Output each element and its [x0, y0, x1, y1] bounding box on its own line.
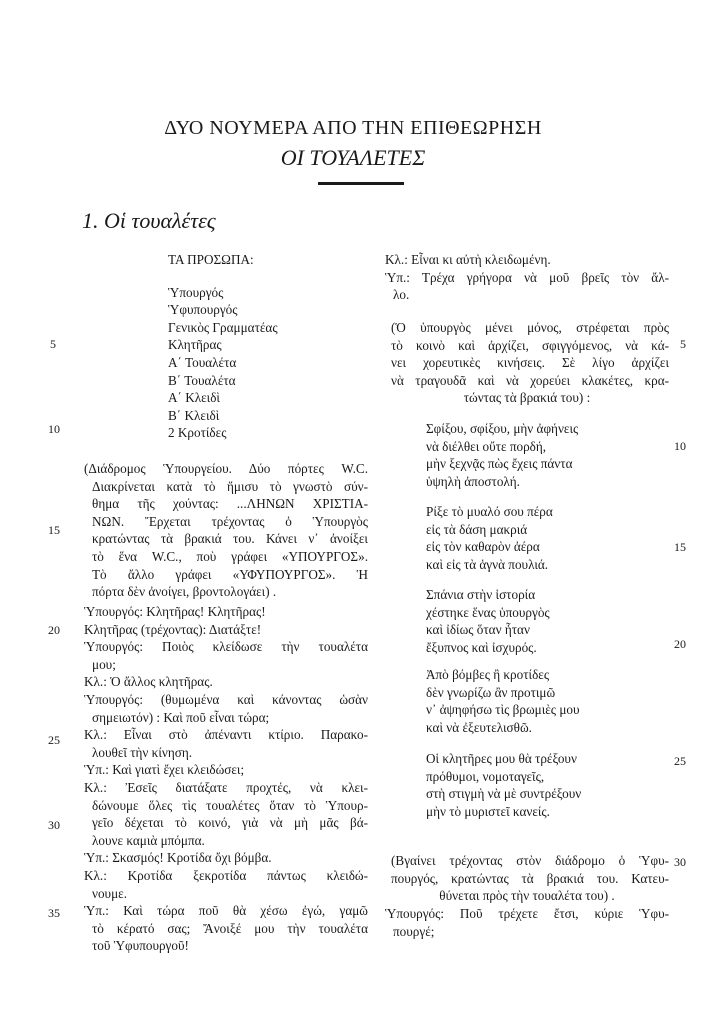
song-stanza — [426, 586, 666, 656]
line-number: 5 — [50, 337, 56, 351]
verse-line: καὶ εἰς τὰ ἁγνὰ πουλιά. — [426, 556, 549, 572]
verse-line: χέστηκε ἕνας ὑπουργὸς — [426, 604, 550, 620]
song-stanza — [426, 420, 666, 490]
dialogue-line: γεῖο δέχεται τὸ κοινό, γιὰ νὰ μὴ μᾶς βά- — [92, 815, 368, 831]
dialogue-line: Κλητῆρας (τρέχοντας): Διατάξτε! — [84, 621, 262, 637]
text-line: Τὸ ἄλλο γράφει «ΥΦΥΠΟΥΡΓΟΣ». Ἡ — [92, 566, 368, 582]
text-line: (Ὁ ὑπουργὸς μένει μόνος, στρέφεται πρὸς — [391, 320, 669, 335]
dialogue-line: Κλ.: Ὁ ἄλλος κλητῆρας. — [84, 674, 213, 690]
dialogue-line: δώνουμε ὅλες τὶς τουαλέτες ὅταν τὸ Ὑπουρ- — [92, 797, 368, 813]
dialogue-right-bottom — [385, 905, 669, 940]
line-number: 5 — [680, 337, 686, 351]
dialogue-line: λουθεῖ τὴν κίνηση. — [92, 744, 193, 760]
dialogue-line: τὸ κέρατό σας; Ἄνοιξέ μου τὴν τουαλέτα — [92, 920, 368, 936]
song-stanza — [426, 666, 666, 736]
text-line: (Βγαίνει τρέχοντας στὸν διάδρομο ὁ Ὑφυ- — [391, 853, 669, 868]
dialogue-right-top — [385, 251, 669, 304]
dialogue-left — [84, 603, 368, 955]
dialogue-line: Ὑπ.: Τρέχα γρήγορα νὰ μοῦ βρεῖς τὸν ἄλ- — [385, 269, 669, 285]
dialogue-line: Ὑπ.: Σκασμός! Κροτίδα ὄχι βόμβα. — [84, 850, 272, 866]
verse-line: μὴν τὸ μυριστεῖ κανείς. — [426, 803, 550, 819]
verse-line: Ρίξε τὸ μυαλό σου πέρα — [426, 504, 553, 519]
dialogue-line: λο. — [393, 287, 410, 303]
cast-role: Β΄ Τουαλέτα — [168, 372, 236, 388]
dialogue-line: πουργέ; — [393, 923, 435, 939]
line-number: 15 — [674, 540, 686, 554]
cast-role: Ὑφυπουργός — [168, 302, 238, 318]
line-number: 30 — [48, 818, 60, 832]
dialogue-line: λουνε καμιὰ μπόμπα. — [92, 832, 205, 848]
line-number: 25 — [674, 754, 686, 768]
section-heading: 1. Οἱ τουαλέτες — [82, 208, 216, 233]
text-line: τὸ κοινὸ καὶ ἀρχίζει, σφιγγόμενος, νὰ κά- — [391, 337, 669, 353]
cast-role: Ὑπουργός — [168, 284, 224, 300]
verse-line: δὲν γνωρίζω ἂν προτιμῶ — [426, 684, 556, 700]
song-stanza — [426, 503, 666, 573]
stage-direction-closing — [385, 852, 669, 905]
text-line: νει χορευτικὲς κινήσεις. Σὲ λίγο ἀρχίζει — [391, 355, 669, 371]
line-number: 35 — [48, 906, 60, 920]
cast-role: Β΄ Κλειδὶ — [168, 407, 220, 423]
verse-line: ν᾽ ἀψηφήσω τὶς βρωμιὲς μου — [426, 702, 580, 718]
text-line: Διακρίνεται κατὰ τὸ ἥμισυ τὸ γνωστὸ σύν- — [92, 478, 368, 494]
dialogue-line: Κλ.: Εἶναι κι αὐτὴ κλειδωμένη. — [385, 252, 551, 267]
dialogue-line: μου; — [92, 656, 116, 672]
line-number: 10 — [48, 422, 60, 436]
line-number: 10 — [674, 439, 686, 453]
dialogue-line: τοῦ Ὑφυπουργοῦ! — [92, 938, 189, 954]
cast-role: Α΄ Κλειδὶ — [168, 390, 220, 406]
verse-line: καὶ νὰ ἐξευτελισθῶ. — [426, 719, 532, 735]
verse-line: στὴ στιγμὴ νὰ μὲ συντρέξουν — [426, 786, 582, 802]
cast-role: 2 Κροτίδες — [168, 425, 227, 441]
dialogue-line: νουμε. — [92, 885, 127, 901]
cast-role: Γενικὸς Γραμματέας — [168, 319, 278, 335]
verse-line: Οἱ κλητῆρες μου θὰ τρέξουν — [426, 751, 577, 766]
verse-line: ἔξυπνος καὶ ἰσχυρός. — [426, 639, 537, 655]
cast-heading: ΤΑ ΠΡΟΣΩΠΑ: — [168, 252, 254, 267]
verse-line: εἰς τὸν καθαρὸν ἀέρα — [426, 539, 540, 555]
dialogue-line: Ὑπουργός: Ποιὸς κλείδωσε τὴν τουαλέτα — [84, 639, 368, 655]
cast-role: Κλητῆρας — [168, 337, 222, 353]
text-line: νὰ τραγουδᾶ καὶ νὰ χορεύει κλακέτες, κρα- — [391, 372, 669, 388]
verse-line: Σπάνια στὴν ἱστορία — [426, 587, 536, 602]
line-number: 20 — [674, 637, 686, 651]
line-number: 20 — [48, 623, 60, 637]
verse-line: Σφίξου, σφίξου, μὴν ἀφήνεις — [426, 421, 579, 436]
text-line: πόρτα δὲν ἀνοίγει, βροντολογάει) . — [92, 584, 277, 600]
text-line: πουργός, κρατώντας τὰ βρακιά του. Κατευ- — [391, 870, 669, 886]
text-line: τώντας τὰ βρακιά του) : — [463, 390, 591, 406]
document-subtitle: ΟΙ ΤΟΥΑΛΕΤΕΣ — [280, 145, 426, 170]
dialogue-line: Κλ.: Κροτίδα ξεκροτίδα πάντως κλειδώ- — [84, 867, 368, 883]
text-line: θύνεται πρὸς τὴν τουαλέτα του) . — [439, 888, 615, 904]
cast-list — [168, 251, 368, 442]
document-title: ΔΥΟ ΝΟΥΜΕΡΑ ΑΠΟ ΤΗΝ ΕΠΙΘΕΩΡΗΣΗ — [164, 117, 542, 139]
cast-role: Α΄ Τουαλέτα — [168, 354, 237, 370]
dialogue-line: Ὑπ.: Καὶ τώρα ποῦ θὰ χέσω ἐγώ, γαμῶ — [84, 903, 368, 919]
dialogue-line: Ὑπ.: Καὶ γιατὶ ἔχει κλειδώσει; — [84, 762, 245, 778]
verse-line: νὰ διέλθει οὔτε πορδή, — [426, 438, 547, 454]
dialogue-line: Κλ.: Εἶναι στὸ ἀπέναντι κτίριο. Παρακο- — [84, 727, 368, 743]
stage-direction-opening — [84, 460, 368, 601]
verse-line: πρόθυμοι, νομοταγεῖς, — [426, 768, 545, 784]
dialogue-line: Κλ.: Ἐσεῖς διατάξατε προχτές, νὰ κλει- — [84, 779, 368, 795]
dialogue-line: Ὑπουργός: (θυμωμένα καὶ κάνοντας ὡσὰν — [84, 691, 368, 707]
text-line: (Διάδρομος Ὑπουργείου. Δύο πόρτες W.C. — [84, 461, 368, 476]
verse-line: μὴν ξεχνᾷς πὼς ἔχεις πάντα — [426, 456, 573, 472]
stage-direction-song — [385, 319, 669, 407]
verse-line: Ἀπὸ βόμβες ἢ κροτίδες — [426, 667, 550, 682]
text-line: τὸ ἕνα W.C., ποὺ γράφει «ΥΠΟΥΡΓΟΣ». — [92, 548, 368, 564]
verse-line: εἰς τὰ δάση μακριά — [426, 521, 528, 537]
line-number: 15 — [48, 523, 60, 537]
verse-line: ὑψηλὴ ἀποστολή. — [426, 473, 520, 489]
line-number: 30 — [674, 855, 686, 869]
text-line: κρατώντας τὰ βρακιά του. Κάνει ν᾽ ἀνοίξει — [92, 531, 368, 547]
song-stanza — [426, 750, 666, 820]
line-number: 25 — [48, 733, 60, 747]
dialogue-line: Ὑπουργός: Κλητῆρας! Κλητῆρας! — [84, 604, 266, 619]
text-line: ΝΩΝ. Ἔρχεται τρέχοντας ὁ Ὑπουργὸς — [92, 513, 368, 529]
text-line: θημα τῆς χούντας: ...ΛΗΝΩΝ ΧΡΙΣΤΙΑ- — [92, 496, 368, 512]
title-rule — [318, 182, 404, 185]
verse-line: καὶ ἰδίως ὅταν ἦταν — [426, 622, 530, 638]
dialogue-line: σημειωτόν) : Καὶ ποῦ εἶναι τώρα; — [92, 709, 270, 725]
dialogue-line: Ὑπουργός: Ποῦ τρέχετε ἔτσι, κύριε Ὑφυ- — [385, 906, 669, 921]
